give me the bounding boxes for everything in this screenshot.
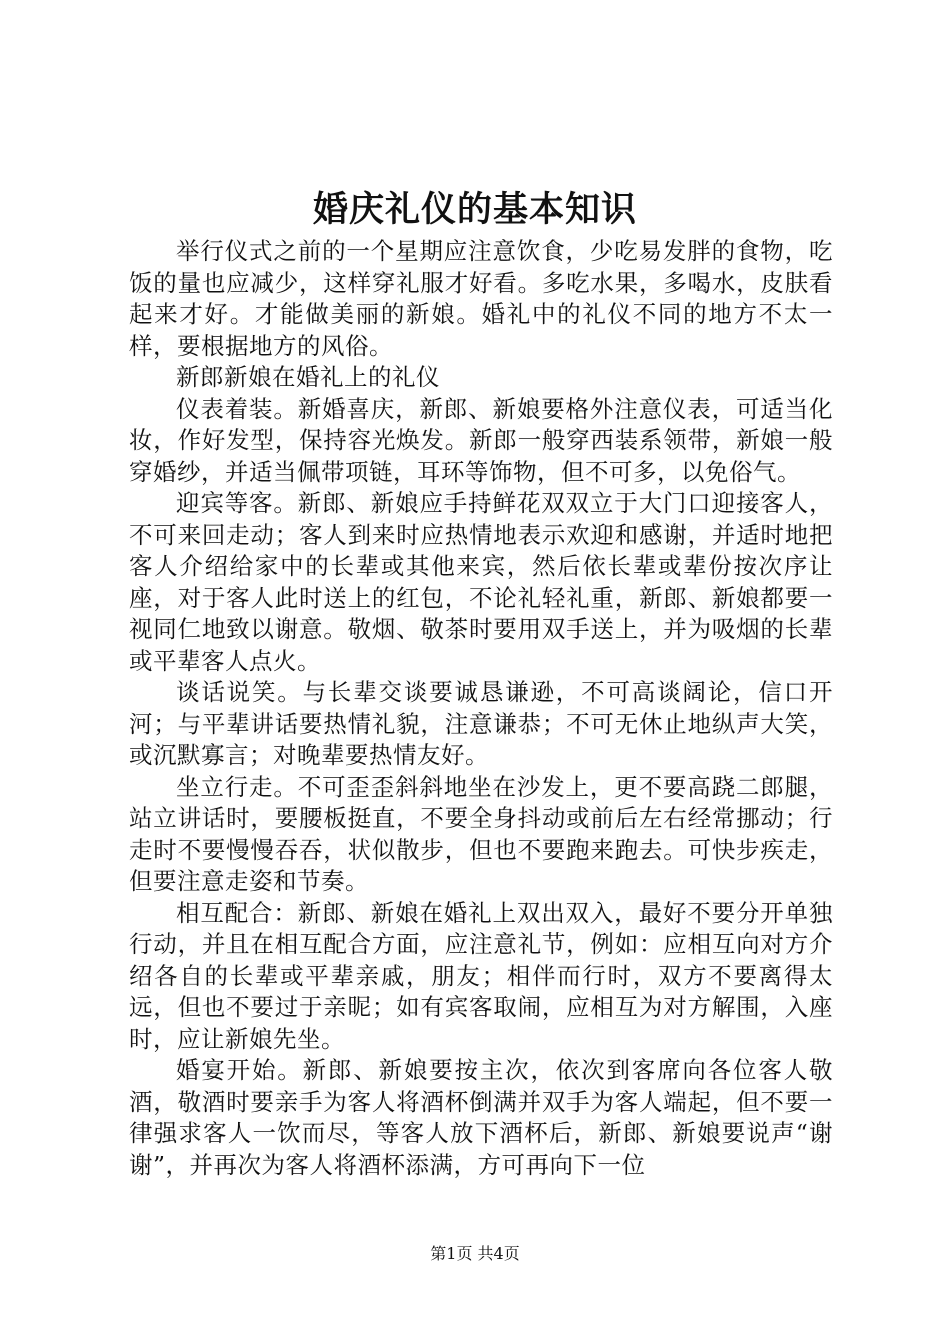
paragraph-appearance: 仪表着装。新婚喜庆，新郎、新娘要格外注意仪表，可适当化妆，作好发型，保持容光焕发。新郎一般穿西装系领带，新娘一般穿婚纱，并适当佩带项链，耳环等饰物，但不可多，以免俗气。 (129, 394, 833, 486)
paragraph-banquet: 婚宴开始。新郎、新娘要按主次，依次到客席向各位客人敬酒，敬酒时要亲手为客人将酒杯倒满并双手为客人端起，但不要一律强求客人一饮而尽，等客人放下酒杯后，新郎、新娘要说声“谢谢”，并再次为客人将酒杯添满，方可再向下一位 (129, 1056, 833, 1179)
document-body (129, 236, 833, 1181)
page-title: 婚庆礼仪的基本知识 (312, 189, 637, 230)
page-footer: 第1页 共4页 (430, 1244, 520, 1263)
paragraph-intro: 举行仪式之前的一个星期应注意饮食，少吃易发胖的食物，吃饭的量也应减少，这样穿礼服才好看。多吃水果，多喝水，皮肤看起来才好。才能做美丽的新娘。婚礼中的礼仪不同的地方不太一样，要根据地方的风俗。 (129, 237, 833, 360)
paragraph-cooperation: 相互配合：新郎、新娘在婚礼上双出双入，最好不要分开单独行动，并且在相互配合方面，应注意礼节，例如：应相互向对方介绍各自的长辈或平辈亲戚，朋友；相伴而行时，双方不要离得太远，但也不要过于亲昵；如有宾客取闹，应相互为对方解围，入座时，应让新娘先坐。 (129, 898, 833, 1053)
paragraph-greeting-guests: 迎宾等客。新郎、新娘应手持鲜花双双立于大门口迎接客人，不可来回走动；客人到来时应热情地表示欢迎和感谢，并适时地把客人介绍给家中的长辈或其他来宾，然后依长辈或辈份按次序让座，对于客人此时送上的红包，不论礼轻礼重，新郎、新娘都要一视同仁地致以谢意。敬烟、敬茶时要用双手送上，并为吸烟的长辈或平辈客人点火。 (129, 489, 833, 675)
paragraph-posture: 坐立行走。不可歪歪斜斜地坐在沙发上，更不要高跷二郎腿，站立讲话时，要腰板挺直，不要全身抖动或前后左右经常挪动；行走时不要慢慢吞吞，状似散步，但也不要跑来跑去。可快步疾走，但要注意走姿和节奏。 (129, 772, 833, 895)
section-heading: 新郎新娘在婚礼上的礼仪 (176, 363, 440, 391)
paragraph-conversation: 谈话说笑。与长辈交谈要诚恳谦逊，不可高谈阔论，信口开河；与平辈讲话要热情礼貌，注意谦恭；不可无休止地纵声大笑，或沉默寡言；对晚辈要热情友好。 (129, 678, 833, 769)
